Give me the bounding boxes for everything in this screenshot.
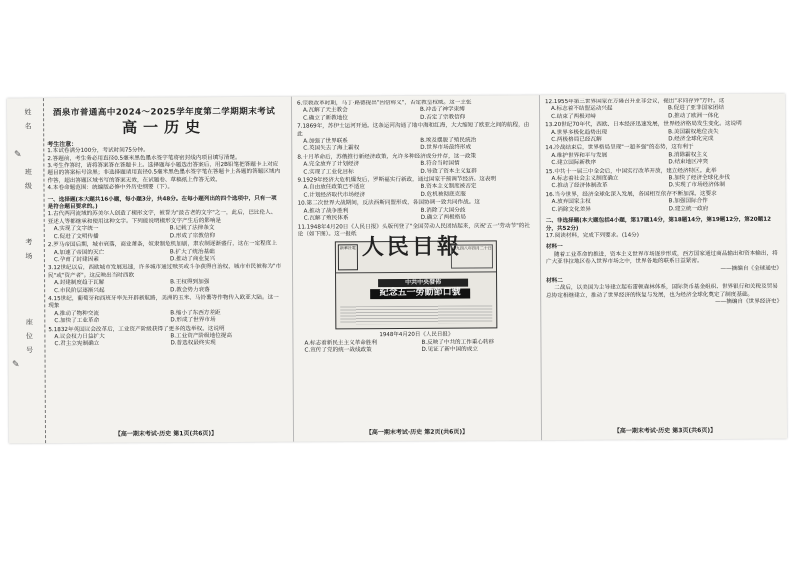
question-stem: 16.当今世界，经济全球化深入发展，各国相互依存不断加深。这要求: [545, 190, 717, 198]
newspaper-date-box: 一九四八年四月二十日: [451, 245, 493, 269]
column-divider: [539, 95, 542, 440]
option-a: A.放弃国家主权: [551, 199, 591, 206]
question-6: [297, 99, 533, 123]
page-footer: 【高一期末考试·历史 第3页(共6页)】: [613, 426, 717, 435]
option-c: C.消除文化差异: [551, 206, 591, 213]
question-2: [48, 241, 282, 265]
binding-label: 位: [25, 332, 34, 341]
option-b: B.加强国际合作: [668, 198, 708, 205]
option-c: C.加快了工业革命: [54, 317, 100, 325]
option-a: A.自由放任政策已不适应: [303, 184, 365, 192]
question-stem: 15.中共十一届三中全会后，中国实行改革开放，建立经济特区。此举: [545, 167, 717, 175]
option-c: C.确立了新教地位: [303, 115, 348, 122]
option-c: C.瓦解了殖民体系: [303, 215, 349, 222]
option-d: D.否定了宗教信仰: [420, 114, 466, 121]
question-1: [48, 210, 282, 241]
option-a: A.标志着不结盟运动兴起: [551, 106, 613, 113]
question-stem: 5.1832年英国议会改革后，工业资产阶级获得了更多的选举权。这说明: [48, 325, 225, 333]
newspaper-headline-1: 中共中央發佈: [378, 279, 468, 287]
page-column-1: [47, 101, 283, 438]
material-2-source: ——摘编自《世界经济史》: [715, 298, 783, 306]
question-9: [297, 176, 533, 200]
question-16: [546, 191, 782, 215]
material-2-text: 二战后，以美国为主导建立起布雷顿森林体系，国际货币基金组织、世界银行和关税及贸易总协定相继建立，推动了世界经济的恢复与发展，也为经济全球化奠定了制度基础。: [546, 284, 778, 299]
option-a: A.标志着新民主主义革命胜利: [304, 339, 378, 347]
option-d: D.见证了新中国的成立: [421, 346, 478, 353]
binding-label: 姓: [24, 108, 33, 117]
column-divider: [291, 97, 294, 442]
notice-heading: 考生注意：: [47, 140, 78, 148]
question-stem: 3.12世纪以后，西欧城市发展迅速，许多城市通过赎买或斗争获得自治权，城市市民被称为"市民"或"资产者"。这反映出当时西欧: [47, 264, 282, 279]
option-c: C.孕育了封建因素: [53, 256, 99, 264]
margin-mark: ✎: [12, 360, 20, 370]
option-b: B.埃及摆脱了殖民统治: [420, 137, 477, 144]
section-heading: 二、非选择题(本大题包括4小题，第17题14分，第18题14分，第19题12分，第20题12分，共52分): [545, 216, 772, 232]
page-footer: 【高一期末考试·历史 第2页(共6页)】: [365, 428, 469, 436]
question-stem: 14.冷战结束后，世界格局呈现"一超多强"的态势，这有利于: [545, 144, 694, 152]
option-d: D.普选权最终实现: [170, 340, 216, 347]
binding-label: 考: [24, 238, 33, 247]
newspaper-masthead: 人民日報: [361, 233, 462, 261]
option-b: B.促进了亚非国家团结: [668, 105, 725, 112]
option-b: B.冲击了神学束缚: [420, 106, 465, 114]
option-c: C.实现了工业化目标: [303, 168, 354, 176]
option-c: C.宣传了党的统一战线政策: [304, 347, 372, 354]
newspaper-headline-2: 紀念五一勞動節口號: [370, 289, 470, 299]
section-heading: 一、选择题(本大题共16小题，每小题3分，共48分。在每小题列出的四个选项中，只有一项是符合题目要求的。): [47, 195, 277, 211]
option-d: D.确立了两极格局: [420, 214, 466, 221]
option-c: C.计划经济取代市场经济: [303, 192, 366, 199]
option-b: B.王权得到加强: [170, 279, 210, 286]
option-a: A.瓦解了天主教会: [303, 107, 348, 114]
option-c: C.推动了经济体制改革: [551, 183, 608, 190]
newspaper-caption: 1948年4月20日《人民日报》: [379, 331, 454, 339]
option-b: B.消除了大国分歧: [420, 207, 466, 214]
question-8: [297, 153, 533, 177]
page-footer: 【高一期末考试·历史 第1页(共6页)】: [114, 429, 218, 438]
notice-item: 1.本试卷满分100分，考试时间75分钟。: [47, 147, 149, 155]
option-a: A.完全放弃了计划经济: [303, 161, 360, 168]
binding-label: 号: [25, 346, 34, 355]
page-column-2: [297, 99, 535, 436]
newspaper-image: [335, 233, 498, 330]
question-17-stem: 17.阅读材料，完成下列要求。(14分): [545, 232, 639, 239]
binding-label: 名: [24, 122, 33, 131]
question-11-options: [298, 339, 534, 355]
newspaper-text-lines: [340, 306, 492, 325]
question-stem: 6.宗教改革时期，马丁·路德提出"因信称义"，否定教皇权威。这一主张: [296, 99, 472, 107]
question-stem: 8.十月革命后，苏俄推行新经济政策，允许多种经济成分并存，这一政策: [297, 153, 477, 161]
option-a: A.世界多极化趋势出现: [551, 129, 608, 136]
question-stem: 13.20世纪70年代，西欧、日本经济迅速发展，世界经济格局发生变化。这说明: [545, 121, 742, 129]
question-15: [545, 167, 781, 191]
option-d: D.导致了资本主义复辟: [420, 168, 477, 175]
question-stem: 1.古代两河流域的苏美尔人创造了楔形文字，被誉为"最古老的文字"之一，此后，巴比伦人、亚述人等都继承和使用这种文字。下列能说明楔形文字产生后的影响是: [47, 210, 277, 226]
option-d: D.经济全球化完成: [668, 136, 714, 143]
option-a: A.实现了文字统一: [53, 226, 99, 233]
material-1-source: ——摘编自《全球通史》: [720, 265, 783, 272]
option-b: B.美国霸权地位丧失: [668, 128, 719, 135]
option-c: C.促进了文明传播: [53, 233, 99, 240]
exam-sheet: [7, 94, 787, 444]
option-d: D.危机被彻底克服: [420, 191, 466, 198]
page-column-3: [545, 98, 783, 435]
question-14: [545, 144, 781, 168]
option-d: D.结束地区冲突: [668, 159, 709, 166]
option-d: D.推动了欧洲一体化: [668, 112, 719, 120]
option-b: B.消除霸权主义: [668, 151, 708, 159]
question-stem: 12.1955年第三世界国家在万隆召开亚非会议，提出"求同存异"方针。这: [544, 97, 725, 106]
material-1-text: 随着工业革命的推进，资本主义世界市场逐步形成，西方国家通过商品输出和资本输出，将广大亚非拉地区卷入世界市场之中，世界各地的联系日益紧密。: [545, 250, 778, 266]
option-c: C.两极格局已经瓦解: [551, 136, 602, 144]
margin-mark: ✎: [14, 150, 22, 160]
option-b: B.加快了经济全球化步伐: [668, 175, 731, 182]
question-stem: 4.15世纪，葡萄牙和西班牙率先开辟新航路，美洲的玉米、马铃薯等作物传入欧亚大陆。这一现象: [48, 294, 279, 310]
option-b: B.缩小了东西方差距: [170, 309, 221, 317]
binding-margin: [7, 98, 46, 443]
option-a: A.封建制度趋于瓦解: [54, 279, 105, 287]
option-a: A.加强了世界联系: [303, 138, 348, 145]
question-stem: 7.1869年，苏伊士运河开通。这条运河沟通了地中海和红海，大大缩短了欧亚之间的航程，由此: [297, 122, 530, 138]
notice-item: 3.考生作答时，请将答案答在答题卡上。选择题每小题选出答案后，用2B铅笔把答题卡上对应题目的答案标号涂黑；非选择题请用直径0.5毫米黑色墨水签字笔在答题卡上各题的答题区域内作答，超出答题区域书写的答案无效，在试题卷、草稿纸上作答无效。: [47, 161, 281, 184]
option-a: A.标志着社会主义制度确立: [551, 175, 619, 183]
question-stem: 2.罗马帝国后期，城市衰落，商业萧条，奴隶制危机加剧，隶农制逐渐盛行，这在一定程度上: [47, 240, 277, 249]
material-1-label: 材料一: [545, 244, 563, 251]
question-5: [48, 325, 282, 349]
question-13: [545, 121, 781, 145]
option-c: C.市民阶层逐渐兴起: [54, 287, 105, 294]
option-c: C.结束了两极对峙: [551, 113, 596, 120]
option-a: A.推动了战争胜利: [303, 207, 349, 215]
option-d: D.形成了宗教信仰: [169, 232, 216, 240]
option-a: A.维护世界和平与发展: [551, 152, 608, 159]
option-d: D.世界市场最终形成: [420, 144, 472, 152]
question-3: [48, 264, 282, 295]
question-12: [545, 98, 781, 122]
notice-item: 4.本卷命题范围：统编版必修中外历史纲要（下）。: [47, 184, 174, 192]
option-c: C.君主立宪制确立: [54, 341, 100, 348]
option-b: B.扩大了统治基础: [169, 248, 215, 255]
binding-label: 座: [25, 318, 34, 327]
exam-title: 酒泉市普通高中2024～2025学年度第二学期期末考试: [52, 106, 276, 119]
notice-box: [47, 140, 281, 193]
material-2-label: 材料二: [546, 277, 563, 285]
option-d: D.实现了市场经济体制: [668, 182, 725, 189]
question-7: [297, 122, 533, 153]
option-b: B.资本主义制度被否定: [420, 183, 477, 191]
option-b: B.记载了法律条文: [169, 225, 215, 232]
option-a: A.加速了帝国的灭亡: [53, 249, 105, 256]
option-d: D.教会势力衰落: [170, 286, 210, 293]
option-b: B.符合当时国情: [420, 160, 460, 168]
notice-item: 2.答题前，考生务必用直径0.5毫米黑色墨水签字笔将密封线内项目填写清楚。: [47, 154, 241, 162]
option-b: B.反映了中共的工作重心转移: [421, 339, 495, 346]
binding-label: 场: [24, 252, 33, 261]
subject-title: 高一历史: [122, 118, 207, 138]
option-c: C.建立国际新秩序: [551, 160, 597, 167]
option-a: A.议会权力日益扩大: [54, 333, 105, 341]
binding-label: 级: [24, 182, 33, 191]
option-b: B.工业资产阶级地位提高: [170, 332, 232, 340]
newspaper-side-box: 新華社電: [338, 245, 358, 271]
option-a: A.推动了物种交流: [54, 310, 99, 317]
option-d: D.建立统一政府: [668, 205, 709, 213]
question-10: [298, 199, 534, 223]
option-d: D.推动了商业复兴: [169, 256, 216, 263]
option-c: C.英国失去了海上霸权: [303, 145, 360, 153]
option-d: D.形成了世界市场: [170, 317, 216, 324]
question-4: [48, 295, 282, 326]
question-stem: 10.第二次世界大战期间，反法西斯同盟形成，各国协调一致共同作战。这: [297, 199, 480, 207]
binding-label: 班: [24, 168, 33, 177]
question-stem: 11.1948年4月20日《人民日报》头版刊登了"全国劳动人民团结起来，庆祝'五一'劳动节"的社论（如下图）。这一报纸: [297, 222, 530, 238]
question-stem: 9.1929年经济大危机爆发后，罗斯福实行新政，通过国家干预调节经济。这表明: [297, 176, 497, 184]
